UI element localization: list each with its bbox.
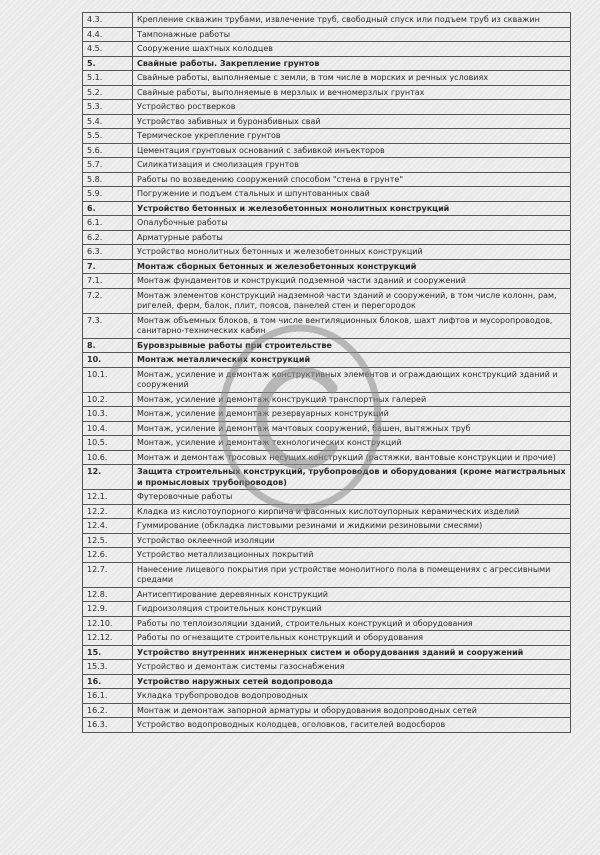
row-number: 5.8. xyxy=(83,172,133,187)
row-number: 12. xyxy=(83,465,133,490)
row-number: 6.2. xyxy=(83,230,133,245)
row-number: 10.2. xyxy=(83,392,133,407)
row-text: Буровзрывные работы при строительстве xyxy=(133,338,571,353)
table-row xyxy=(83,71,571,86)
table-row xyxy=(83,421,571,436)
row-text: Сооружение шахтных колодцев xyxy=(133,42,571,57)
row-text: Гуммирование (обкладка листовыми резинами и жидкими резиновыми смесями) xyxy=(133,519,571,534)
row-text: Монтаж и демонтаж запорной арматуры и оборудования водопроводных сетей xyxy=(133,703,571,718)
row-number: 8. xyxy=(83,338,133,353)
table-row xyxy=(83,158,571,173)
row-text: Работы по огнезащите строительных конструкций и оборудования xyxy=(133,631,571,646)
row-text: Цементация грунтовых оснований с забивкой инъекторов xyxy=(133,143,571,158)
table-row xyxy=(83,602,571,617)
row-text: Кладка из кислотоупорного кирпича и фасонных кислотоупорных керамических изделий xyxy=(133,504,571,519)
table-row xyxy=(83,274,571,289)
table-row xyxy=(83,100,571,115)
row-number: 5.1. xyxy=(83,71,133,86)
table-row xyxy=(83,533,571,548)
row-number: 5.6. xyxy=(83,143,133,158)
row-text: Монтаж элементов конструкций надземной части зданий и сооружений, в том числе колонн, рам, ригелей, ферм, балок, плит, поясов, панелей стен и перегородок xyxy=(133,288,571,313)
table-row xyxy=(83,230,571,245)
row-text: Силикатизация и смолизация грунтов xyxy=(133,158,571,173)
table-row xyxy=(83,562,571,587)
table-row xyxy=(83,114,571,129)
table-row xyxy=(83,187,571,202)
row-text: Работы по теплоизоляции зданий, строительных конструкций и оборудования xyxy=(133,616,571,631)
row-text: Арматурные работы xyxy=(133,230,571,245)
works-table xyxy=(82,12,571,733)
table-row xyxy=(83,392,571,407)
row-text: Монтаж металлических конструкций xyxy=(133,353,571,368)
row-text: Гидроизоляция строительных конструкций xyxy=(133,602,571,617)
table-row xyxy=(83,172,571,187)
row-number: 16.3. xyxy=(83,718,133,733)
row-text: Монтаж, усиление и демонтаж резервуарных конструкций xyxy=(133,407,571,422)
table-row xyxy=(83,450,571,465)
row-text: Монтаж сборных бетонных и железобетонных конструкций xyxy=(133,259,571,274)
row-text: Устройство металлизационных покрытий xyxy=(133,548,571,563)
table-row xyxy=(83,129,571,144)
row-number: 10.6. xyxy=(83,450,133,465)
row-number: 5.5. xyxy=(83,129,133,144)
row-number: 10.5. xyxy=(83,436,133,451)
row-text: Работы по возведению сооружений способом "стена в грунте" xyxy=(133,172,571,187)
table-row xyxy=(83,353,571,368)
row-number: 12.7. xyxy=(83,562,133,587)
row-number: 12.10. xyxy=(83,616,133,631)
row-text: Устройство монолитных бетонных и железобетонных конструкций xyxy=(133,245,571,260)
row-number: 10.1. xyxy=(83,367,133,392)
row-number: 7.2. xyxy=(83,288,133,313)
row-text: Устройство внутренних инженерных систем и оборудования зданий и сооружений xyxy=(133,645,571,660)
row-text: Свайные работы, выполняемые в мерзлых и вечномерзлых грунтах xyxy=(133,85,571,100)
row-number: 5. xyxy=(83,56,133,71)
works-table-body xyxy=(83,13,571,733)
row-text: Погружение и подъем стальных и шпунтованных свай xyxy=(133,187,571,202)
row-number: 12.6. xyxy=(83,548,133,563)
row-text: Нанесение лицевого покрытия при устройстве монолитного пола в помещениях с агрессивными средами xyxy=(133,562,571,587)
row-text: Монтаж, усиление и демонтаж технологических конструкций xyxy=(133,436,571,451)
table-row xyxy=(83,143,571,158)
row-text: Устройство водопроводных колодцев, оголовков, гасителей водосборов xyxy=(133,718,571,733)
row-number: 5.9. xyxy=(83,187,133,202)
table-row xyxy=(83,338,571,353)
row-number: 12.9. xyxy=(83,602,133,617)
row-number: 15.3. xyxy=(83,660,133,675)
row-number: 7.3. xyxy=(83,313,133,338)
table-row xyxy=(83,13,571,28)
table-row xyxy=(83,703,571,718)
row-number: 6.3. xyxy=(83,245,133,260)
row-number: 10. xyxy=(83,353,133,368)
table-row xyxy=(83,689,571,704)
row-number: 5.4. xyxy=(83,114,133,129)
table-row xyxy=(83,313,571,338)
table-row xyxy=(83,465,571,490)
table-row xyxy=(83,519,571,534)
row-text: Крепление скважин трубами, извлечение труб, свободный спуск или подъем труб из скважин xyxy=(133,13,571,28)
row-number: 12.8. xyxy=(83,587,133,602)
row-number: 16.1. xyxy=(83,689,133,704)
row-text: Монтаж и демонтаж тросовых несущих конструкций (растяжки, вантовые конструкции и прочие) xyxy=(133,450,571,465)
document-sheet xyxy=(82,12,570,733)
row-number: 16.2. xyxy=(83,703,133,718)
row-text: Монтаж, усиление и демонтаж конструктивных элементов и ограждающих конструкций зданий и сооружений xyxy=(133,367,571,392)
row-text: Свайные работы. Закрепление грунтов xyxy=(133,56,571,71)
row-number: 12.12. xyxy=(83,631,133,646)
row-number: 5.2. xyxy=(83,85,133,100)
table-row xyxy=(83,616,571,631)
row-number: 5.3. xyxy=(83,100,133,115)
table-row xyxy=(83,201,571,216)
table-row xyxy=(83,548,571,563)
table-row xyxy=(83,587,571,602)
row-text: Укладка трубопроводов водопроводных xyxy=(133,689,571,704)
row-text: Устройство забивных и буронабивных свай xyxy=(133,114,571,129)
row-text: Устройство бетонных и железобетонных монолитных конструкций xyxy=(133,201,571,216)
row-number: 12.2. xyxy=(83,504,133,519)
table-row xyxy=(83,367,571,392)
table-row xyxy=(83,85,571,100)
row-text: Монтаж, усиление и демонтаж конструкций транспортных галерей xyxy=(133,392,571,407)
table-row xyxy=(83,718,571,733)
row-number: 15. xyxy=(83,645,133,660)
row-text: Устройство ростверков xyxy=(133,100,571,115)
table-row xyxy=(83,42,571,57)
table-row xyxy=(83,490,571,505)
row-number: 12.4. xyxy=(83,519,133,534)
row-number: 4.3. xyxy=(83,13,133,28)
row-text: Термическое укрепление грунтов xyxy=(133,129,571,144)
row-number: 16. xyxy=(83,674,133,689)
row-text: Футеровочные работы xyxy=(133,490,571,505)
row-number: 10.3. xyxy=(83,407,133,422)
row-number: 4.4. xyxy=(83,27,133,42)
row-number: 5.7. xyxy=(83,158,133,173)
row-number: 4.5. xyxy=(83,42,133,57)
table-row xyxy=(83,631,571,646)
row-text: Опалубочные работы xyxy=(133,216,571,231)
table-row xyxy=(83,504,571,519)
table-row xyxy=(83,436,571,451)
row-text: Устройство оклеечной изоляции xyxy=(133,533,571,548)
row-number: 12.5. xyxy=(83,533,133,548)
row-number: 6. xyxy=(83,201,133,216)
row-text: Устройство и демонтаж системы газоснабжения xyxy=(133,660,571,675)
row-text: Устройство наружных сетей водопровода xyxy=(133,674,571,689)
table-row xyxy=(83,660,571,675)
row-text: Свайные работы, выполняемые с земли, в том числе в морских и речных условиях xyxy=(133,71,571,86)
table-row xyxy=(83,27,571,42)
table-row xyxy=(83,245,571,260)
row-text: Монтаж фундаментов и конструкций подземной части зданий и сооружений xyxy=(133,274,571,289)
row-text: Защита строительных конструкций, трубопроводов и оборудования (кроме магистральных и промысловых трубопроводов) xyxy=(133,465,571,490)
row-number: 7.1. xyxy=(83,274,133,289)
row-text: Тампонажные работы xyxy=(133,27,571,42)
row-text: Антисептирование деревянных конструкций xyxy=(133,587,571,602)
table-row xyxy=(83,56,571,71)
table-row xyxy=(83,288,571,313)
row-number: 10.4. xyxy=(83,421,133,436)
row-text: Монтаж, усиление и демонтаж мачтовых сооружений, башен, вытяжных труб xyxy=(133,421,571,436)
row-number: 12.1. xyxy=(83,490,133,505)
table-row xyxy=(83,645,571,660)
row-number: 7. xyxy=(83,259,133,274)
table-row xyxy=(83,407,571,422)
row-text: Монтаж объемных блоков, в том числе вентиляционных блоков, шахт лифтов и мусоропроводов, санитарно-технических кабин xyxy=(133,313,571,338)
table-row xyxy=(83,674,571,689)
row-number: 6.1. xyxy=(83,216,133,231)
table-row xyxy=(83,259,571,274)
table-row xyxy=(83,216,571,231)
